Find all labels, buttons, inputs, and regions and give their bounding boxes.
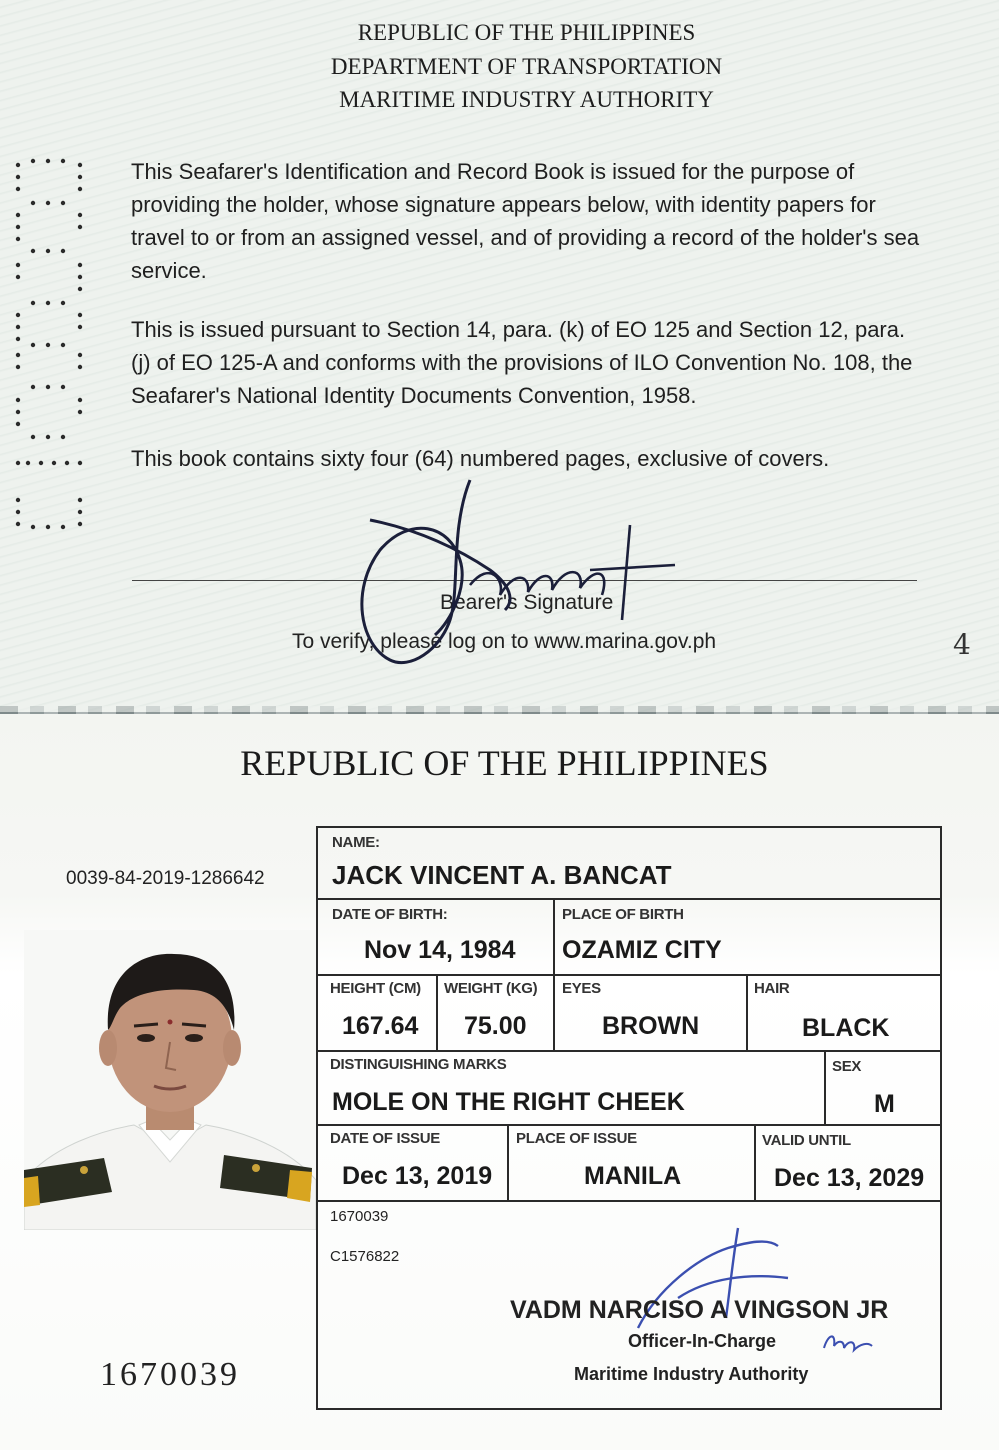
- name-label: NAME:: [332, 834, 380, 851]
- book-number: 1670039: [100, 1356, 240, 1393]
- reference-number-1: 1670039: [330, 1208, 389, 1225]
- header-department: DEPARTMENT OF TRANSPORTATION: [330, 54, 723, 79]
- upper-page: [0, 0, 999, 712]
- eyes-value: BROWN: [602, 1012, 700, 1040]
- holder-photo: [24, 930, 316, 1230]
- distinguishing-marks: MOLE ON THE RIGHT CHEEK: [332, 1088, 685, 1116]
- perforated-serial-number: [8, 155, 88, 535]
- place-of-issue: MANILA: [584, 1162, 682, 1190]
- header-country: REPUBLIC OF THE PHILIPPINES: [357, 20, 696, 45]
- perforation-column-mid: [26, 159, 69, 529]
- dob-label: DATE OF BIRTH:: [332, 906, 448, 923]
- id-page-title: REPUBLIC OF THE PHILIPPINES: [240, 743, 769, 783]
- place-of-birth: OZAMIZ CITY: [562, 936, 722, 964]
- valid-label: VALID UNTIL: [762, 1132, 851, 1149]
- page-number-mark: 4: [953, 628, 971, 661]
- weight-value: 75.00: [464, 1012, 527, 1040]
- date-of-issue: Dec 13, 2019: [342, 1162, 493, 1190]
- reference-number-2: C1576822: [330, 1248, 400, 1265]
- officer-name: VADM NARCISO A VINGSON JR: [510, 1296, 889, 1324]
- seafarer-id-number: 0039-84-2019-1286642: [66, 868, 265, 889]
- eyes-label: EYES: [562, 980, 601, 997]
- pob-label: PLACE OF BIRTH: [562, 906, 684, 923]
- verify-text: To verify, please log on to www.marina.gov.ph: [292, 630, 717, 653]
- signature-label: Bearer's Signature: [440, 591, 614, 614]
- height-value: 167.64: [342, 1012, 419, 1040]
- officer-organization: Maritime Industry Authority: [574, 1364, 809, 1384]
- hair-value: BLACK: [802, 1014, 890, 1042]
- perforation-column-right: [78, 163, 82, 526]
- holder-name: JACK VINCENT A. BANCAT: [332, 860, 672, 890]
- bearer-signature: [340, 470, 680, 680]
- poi-label: PLACE OF ISSUE: [516, 1130, 637, 1147]
- sex-value: M: [874, 1090, 895, 1118]
- sex-label: SEX: [832, 1058, 862, 1075]
- marks-label: DISTINGUISHING MARKS: [330, 1056, 507, 1073]
- officer-initial: [818, 1326, 878, 1356]
- purpose-paragraph: This Seafarer's Identification and Record Book is issued for the purpose of providing the holder, whose signature appears below, with identity papers for travel to or from an assigned vessel, and of providing a record of the holder's sea service.: [131, 159, 920, 283]
- height-label: HEIGHT (CM): [330, 980, 421, 997]
- weight-label: WEIGHT (KG): [444, 980, 538, 997]
- hair-label: HAIR: [754, 980, 790, 997]
- valid-until: Dec 13, 2029: [774, 1164, 925, 1192]
- page-count-paragraph: This book contains sixty four (64) numbered pages, exclusive of covers.: [131, 446, 830, 471]
- personal-details-table: [316, 826, 942, 1410]
- date-of-birth: Nov 14, 1984: [364, 936, 516, 964]
- legal-basis-paragraph: This is issued pursuant to Section 14, para. (k) of EO 125 and Section 12, para. (j) of EO 125-A and conforms with the provisions of ILO Convention No. 108, the Seafarer's National Identity Documents Convention, 1958.: [131, 317, 913, 408]
- header-authority: MARITIME INDUSTRY AUTHORITY: [339, 87, 714, 112]
- doi-label: DATE OF ISSUE: [330, 1130, 440, 1147]
- officer-title: Officer-In-Charge: [628, 1331, 777, 1351]
- perforation-column-left: [16, 163, 20, 526]
